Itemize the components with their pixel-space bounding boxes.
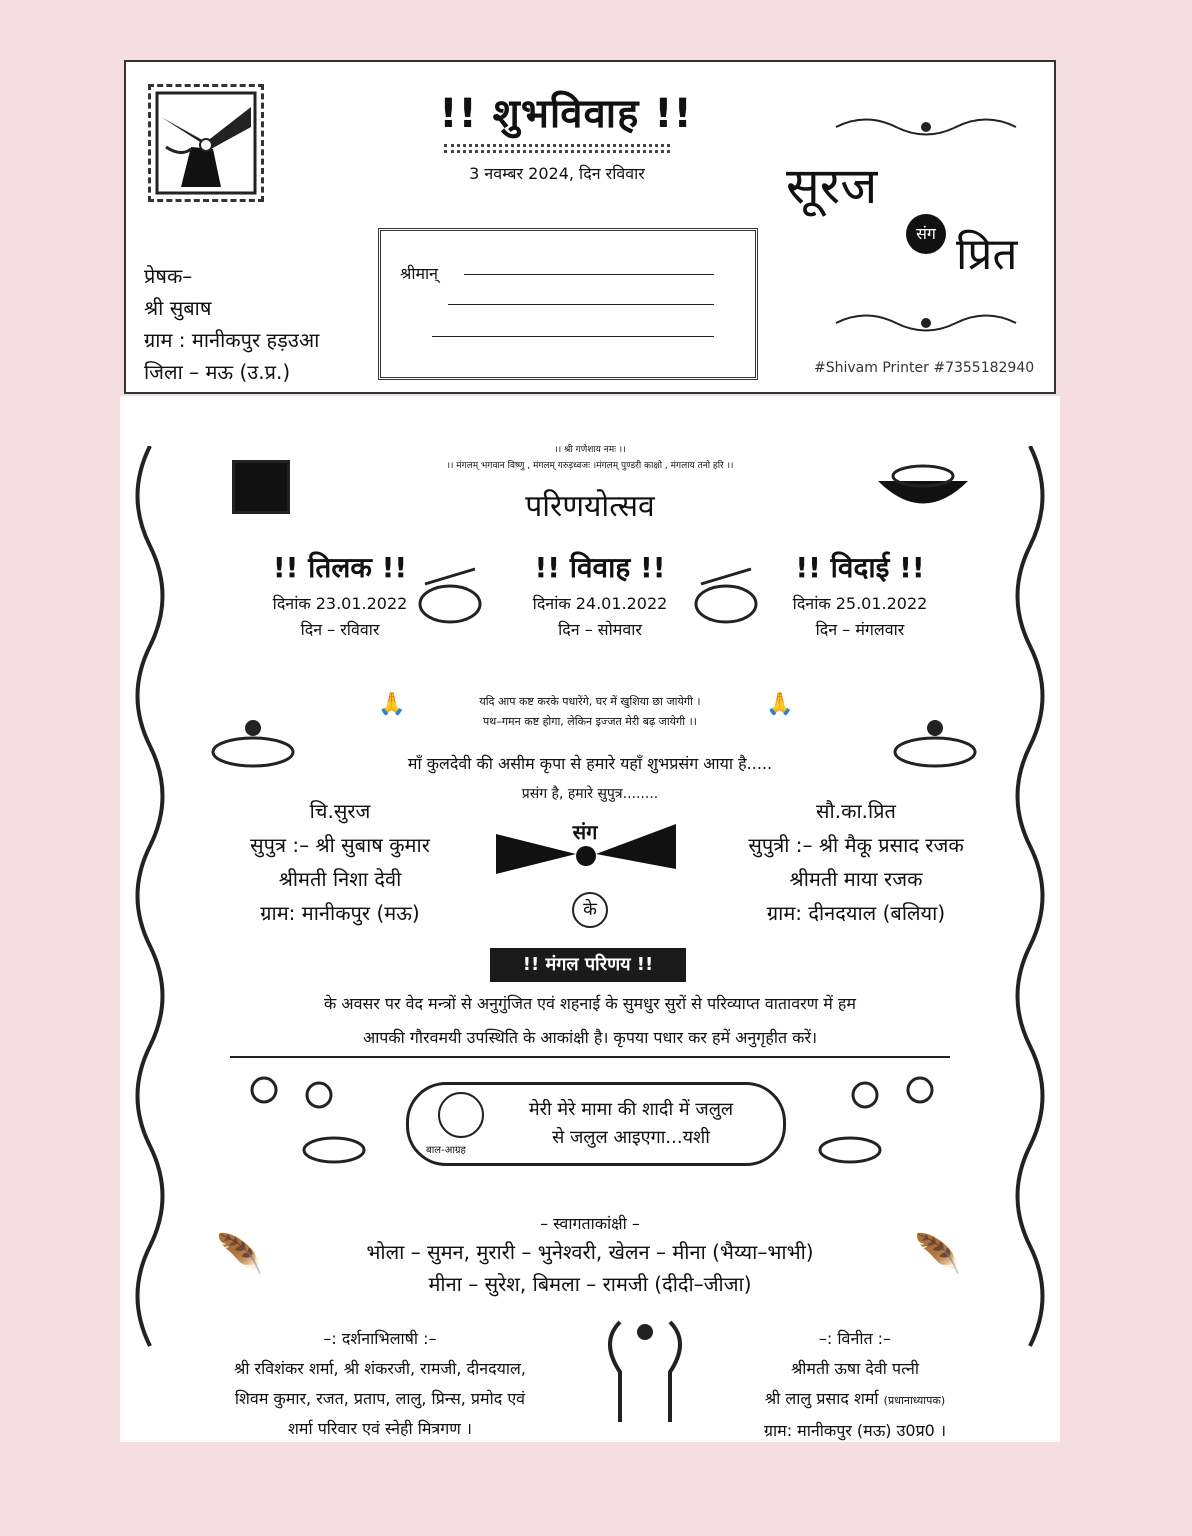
dhol-icon-2	[686, 564, 766, 634]
event-vivah-day: दिन – सोमवार	[558, 620, 642, 639]
peacock-feather-icon-2: 🪶	[914, 1232, 962, 1276]
musicians-icon	[224, 1070, 374, 1170]
mantra-2: ।। मंगलम् भगवान विष्णु , मंगलम् गरुड़ध्वजः ।मंगलम् पुण्डरी काक्षो , मंगलाय तनो हरि ।।	[446, 461, 734, 471]
bride-block	[716, 794, 996, 930]
namaste-icon: 🙏	[378, 692, 406, 717]
poem	[400, 692, 780, 732]
title-divider	[444, 144, 670, 147]
groom-father: सुपुत्र :– श्री सुबाष कुमार	[250, 833, 430, 857]
bal-line-2: से जलुल आइएगा...यशी	[552, 1127, 710, 1148]
darshan-title: –: दर्शनाभिलाषी :–	[323, 1329, 437, 1348]
para-divider	[230, 1056, 950, 1058]
event-vivah-date: दिनांक 24.01.2022	[532, 594, 668, 613]
darshan-block	[190, 1324, 570, 1444]
sang-label: संग	[572, 820, 598, 844]
blessing-line: माँ कुलदेवी की असीम कृपा से हमारे यहाँ शुभप्रसंग आया है.....	[407, 754, 773, 773]
para-line-1: के अवसर पर वेद मन्त्रों से अनुगुंजित एवं शहनाई के सुमधुर सुरों से परिव्याप्त वातावरण में हम	[323, 994, 857, 1013]
dhol-icon	[410, 564, 490, 634]
darshan-line-1: श्री रविशंकर शर्मा, श्री शंकरजी, रामजी, दीनदयाल,	[234, 1359, 526, 1378]
event-vidai-day: दिन – मंगलवार	[815, 620, 905, 639]
address-line-1[interactable]	[464, 274, 714, 275]
darshan-line-3: शर्मा परिवार एवं स्नेही मित्रगण ।	[288, 1419, 472, 1438]
child-face-icon	[438, 1092, 484, 1138]
envelope-card	[124, 60, 1056, 394]
bal-line-1: मेरी मेरे मामा की शादी में जलुल	[528, 1099, 734, 1120]
sender-label: प्रेषक–	[144, 264, 193, 288]
mantra-1: ।। श्री गणेशाय नमः ।।	[554, 445, 626, 455]
gathbandhan-icon	[151, 87, 261, 199]
swagat-line-2: मीना – सुरेश, बिमला – रामजी (दीदी–जीजा)	[428, 1272, 752, 1296]
swagat-line-1: भोला – सुमन, मुरारी – भुनेश्वरी, खेलन – मीना (भैय्या–भाभी)	[366, 1240, 814, 1264]
vinit-line-2a: श्री लालु प्रसाद शर्मा	[764, 1389, 879, 1408]
stamp-frame	[148, 84, 264, 202]
parinayotsav-heading: परिणयोत्सव	[525, 489, 655, 524]
bride-father: सुपुत्री :– श्री मैकू प्रसाद रजक	[748, 833, 964, 857]
sender-district: जिला – मऊ (उ.प्र.)	[144, 360, 291, 384]
ornament-bottom-icon	[826, 308, 1026, 338]
event-tilak-date: दिनांक 23.01.2022	[272, 594, 408, 613]
vinit-line-2b: (प्रधानाध्यापक)	[883, 1394, 946, 1407]
musicians-icon-2	[810, 1070, 960, 1170]
peacock-feather-icon: 🪶	[216, 1232, 264, 1276]
event-tilak-day: दिन – रविवार	[300, 620, 380, 639]
shehnai-player-icon-2	[890, 712, 980, 770]
ornament-top-icon	[826, 112, 1026, 142]
vinit-title: –: विनीत :–	[818, 1329, 892, 1348]
event-vidai	[750, 548, 970, 640]
kalash-icon	[868, 456, 978, 522]
poem-line-2: पथ–गमन कष्ट होगा, लेकिन इज्जत मेरी बढ़ जायेगी ।।	[483, 715, 697, 728]
ke-label: के	[572, 892, 608, 928]
para-line-2: आपकी गौरवमयी उपस्थिति के आकांक्षी है। कृपया पधार कर हमें अनुगृहीत करें।	[362, 1028, 818, 1047]
shriman-label: श्रीमान्	[400, 264, 439, 283]
bal-aagrah-label: बाल-आग्रह	[426, 1145, 466, 1156]
ganesh-icon	[232, 460, 290, 514]
dancing-couple-icon	[590, 1312, 700, 1432]
groom-block	[210, 794, 470, 930]
bal-aagrah-text	[486, 1096, 776, 1152]
bride-village: ग्राम: दीनदयाल (बलिया)	[766, 901, 946, 925]
left-border-ornament-icon	[120, 446, 180, 1396]
bride-name: सौ.का.प्रित	[816, 799, 896, 823]
event-vidai-date: दिनांक 25.01.2022	[792, 594, 928, 613]
couple-sang: संग	[906, 214, 946, 254]
event-vidai-title: !! विदाई !!	[795, 551, 925, 584]
couple-groom: सूरज	[786, 157, 878, 215]
event-vivah-title: !! विवाह !!	[534, 551, 666, 584]
envelope-title: !! शुभविवाह !!	[439, 91, 693, 137]
sender-block	[144, 260, 319, 388]
sender-name: श्री सुबाष	[144, 296, 212, 320]
darshan-line-2: शिवम कुमार, रजत, प्रताप, लालु, प्रिन्स, प्रमोद एवं	[234, 1389, 526, 1408]
namaste-icon-2: 🙏	[766, 692, 794, 717]
printer-credit: #Shivam Printer #7355182940	[814, 360, 1035, 376]
prasang-line: प्रसंग है, हमारे सुपुत्र........	[521, 786, 659, 802]
swagat-title: – स्वागताकांक्षी –	[540, 1214, 640, 1233]
address-line-3[interactable]	[432, 336, 714, 337]
vinit-line-1: श्रीमती ऊषा देवी पत्नी	[790, 1359, 920, 1378]
couple-bride: प्रित	[956, 229, 1018, 280]
groom-village: ग्राम: मानीकपुर (मऊ)	[260, 901, 420, 925]
event-tilak-title: !! तिलक !!	[272, 551, 408, 584]
poem-line-1: यदि आप कष्ट करके पधारेंगे, घर में खुशिया छा जायेगी ।	[479, 695, 701, 708]
address-line-2[interactable]	[448, 304, 714, 305]
sender-village: ग्राम : मानीकपुर हड़उआ	[144, 328, 320, 352]
bride-mother: श्रीमती माया रजक	[789, 867, 923, 891]
shehnai-player-icon	[208, 712, 298, 770]
vinit-line-2	[710, 1384, 1000, 1416]
invitation-card	[120, 396, 1060, 1442]
title-divider-2	[444, 150, 670, 153]
vinit-line-3: ग्राम: मानीकपुर (मऊ) उ0प्र0 ।	[763, 1421, 947, 1440]
groom-mother: श्रीमती निशा देवी	[278, 867, 402, 891]
vinit-block	[710, 1324, 1000, 1446]
mangal-badge: !! मंगल परिणय !!	[490, 948, 686, 982]
event-vivah	[490, 548, 710, 640]
envelope-date: 3 नवम्बर 2024, दिन रविवार	[469, 164, 645, 183]
groom-name: चि.सुरज	[309, 799, 371, 823]
right-border-ornament-icon	[1000, 446, 1060, 1396]
